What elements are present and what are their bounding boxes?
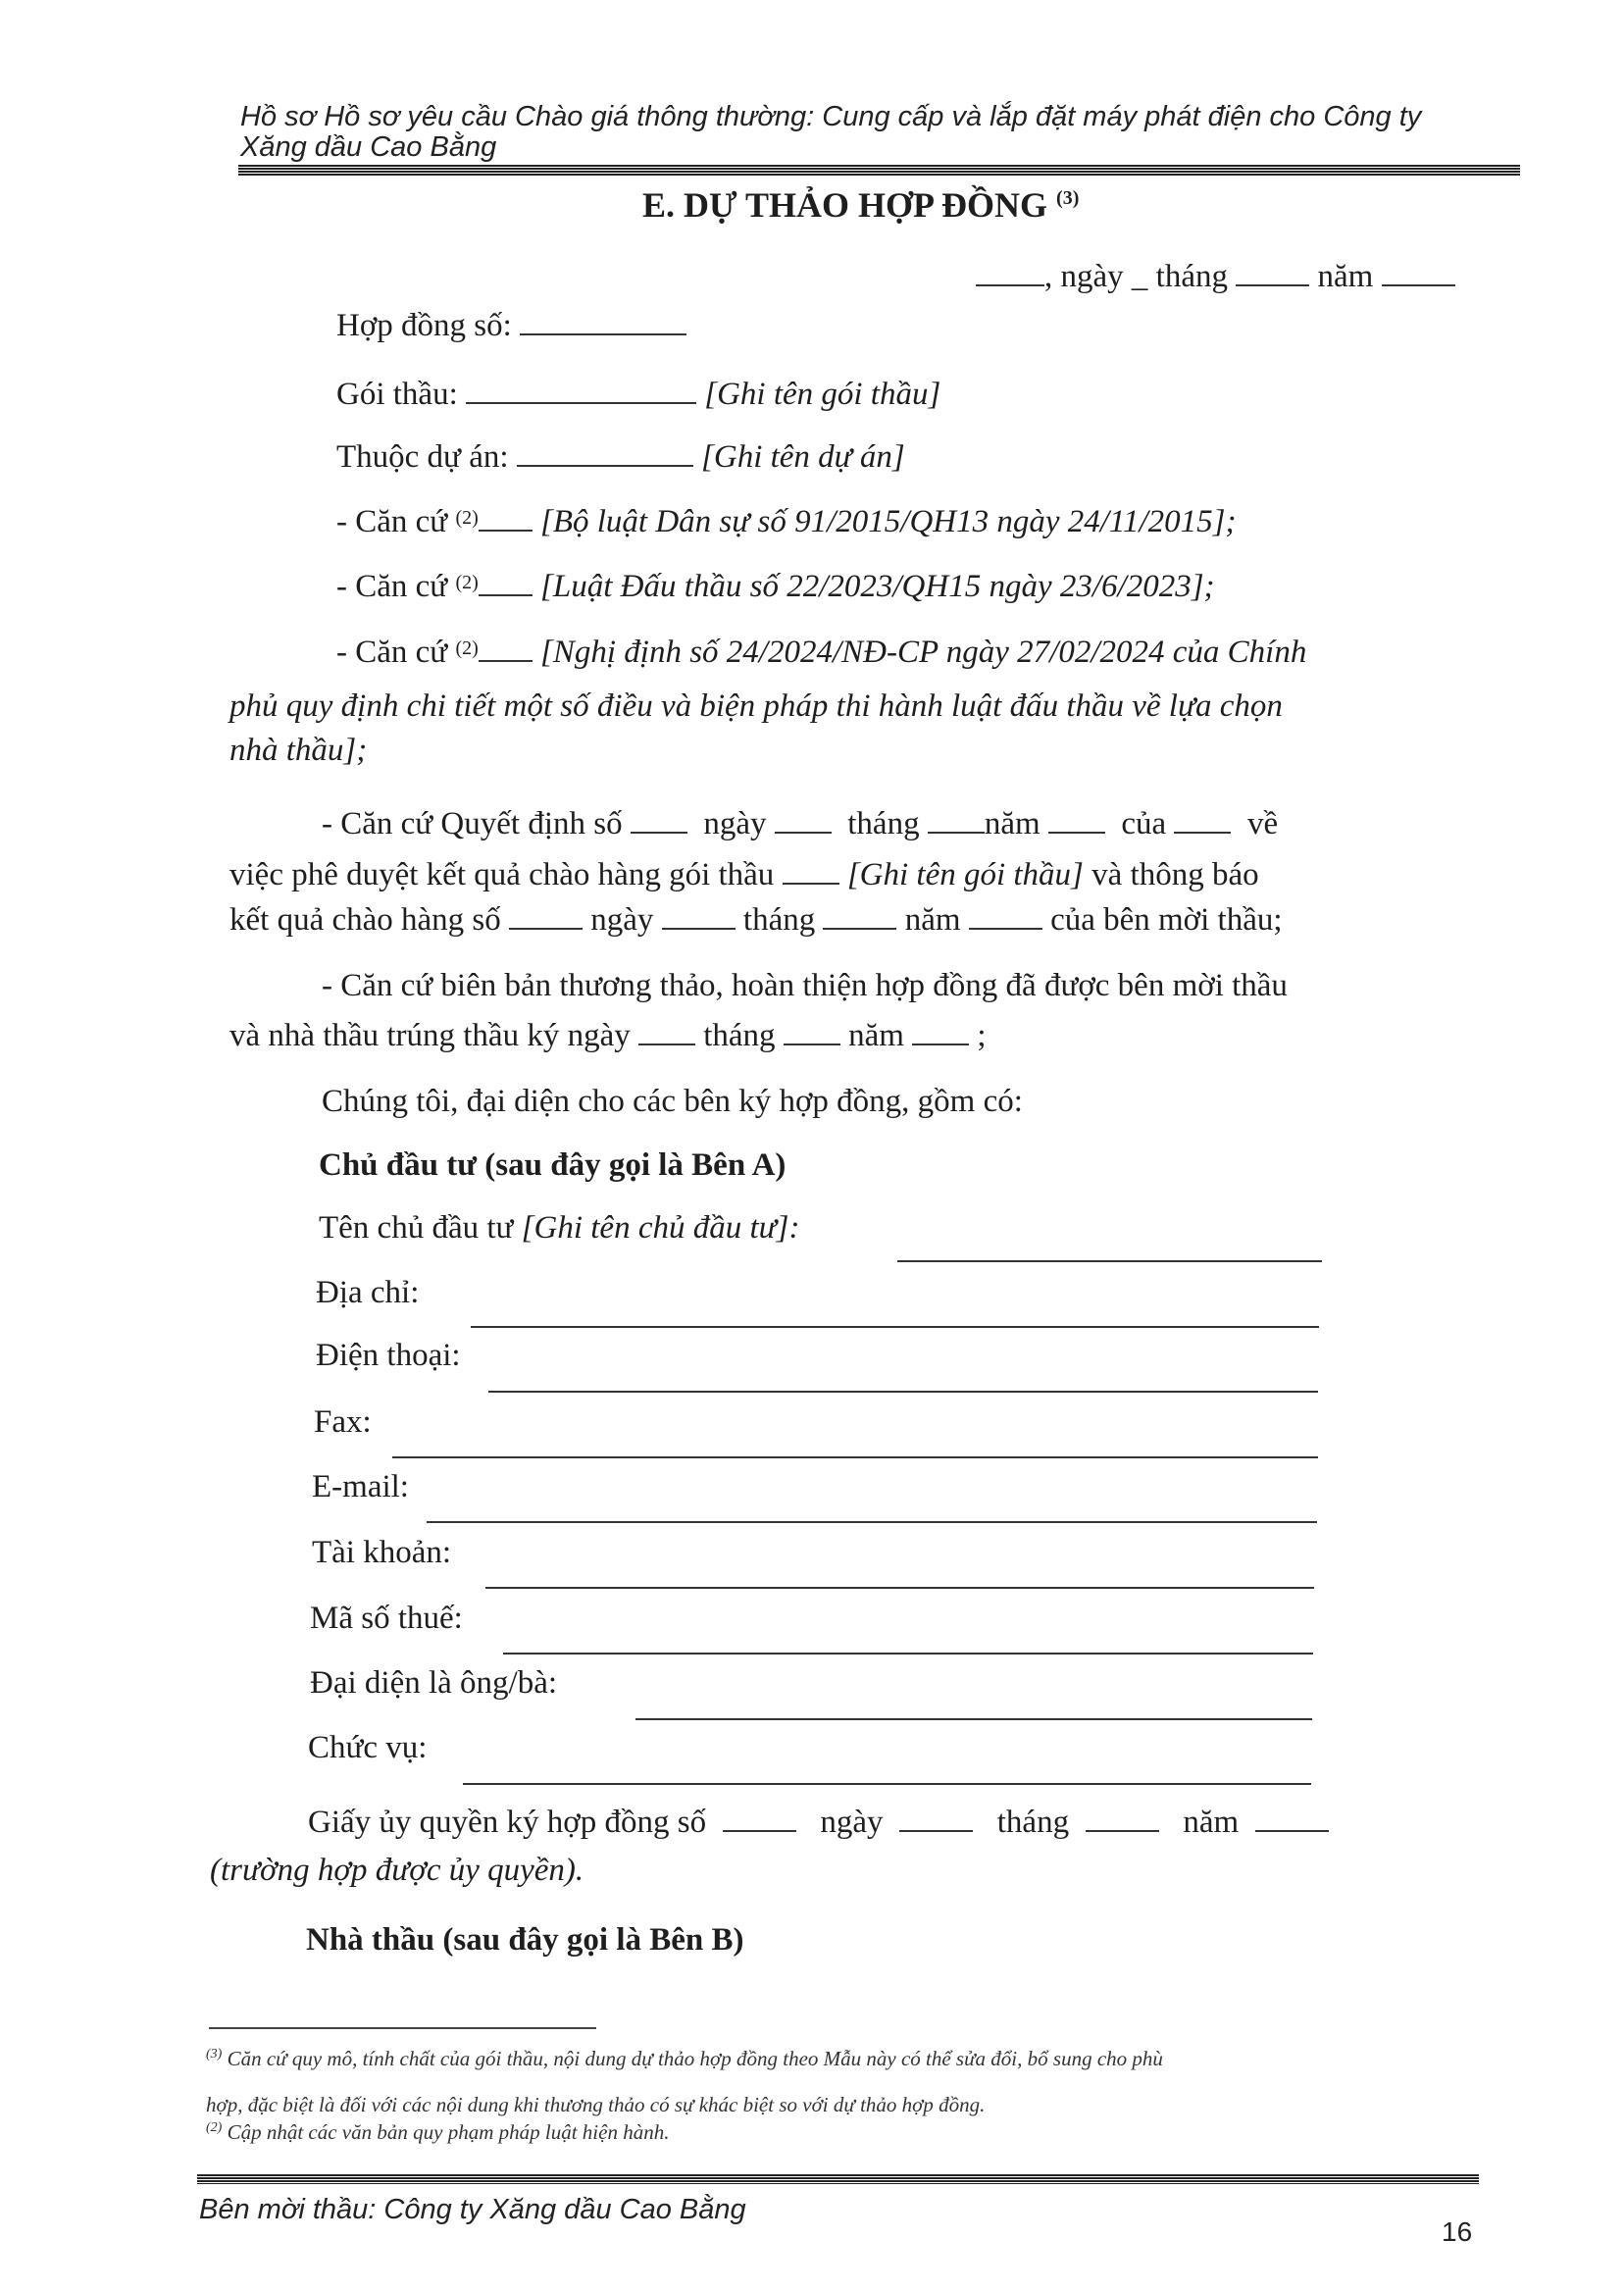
footnote-3-cont: hợp, đặc biệt là đối với các nội dung khi thương thảo có sự khác biệt so với dự thảo hợp đồng. [206,2093,986,2116]
tax-code-line [503,1653,1313,1655]
email-line [427,1521,1317,1523]
field-fax: Fax: [314,1404,372,1440]
fax-line [392,1456,1318,1458]
representative-line [635,1718,1312,1720]
position-line [463,1783,1311,1785]
field-address: Địa chỉ: [316,1275,420,1310]
field-account: Tài khoản: [312,1535,452,1570]
header-line-2: Xăng dầu Cao Bằng [240,131,497,163]
phone-line [488,1391,1318,1393]
decision-line-1: - Căn cứ Quyết định số ngày tháng năm của về [322,806,1279,841]
basis-decree-cont: phủ quy định chi tiết một số điều và biện pháp thi hành luật đấu thầu về lựa chọn [229,688,1283,724]
investor-name-label: Tên chủ đầu tư [Ghi tên chủ đầu tư]: [319,1210,800,1246]
date-year-label: năm [1317,259,1374,294]
authorization-line-2: (trường hợp được ủy quyền). [210,1853,584,1888]
project-line: Thuộc dự án: [Ghi tên dự án] [336,439,905,475]
footnote-2: $^{(2)}$ Cập nhật các văn bản quy phạm pháp luật hiện hành. [206,2120,670,2144]
header-rule [238,165,1520,177]
intro-line: Chúng tôi, đại diện cho các bên ký hợp đồng, gồm có: [322,1084,1023,1119]
basis-decree: - Căn cứ $^{(2)}$ [Nghị định số 24/2024/NĐ-CP ngày 27/02/2024 của Chính [336,635,1307,670]
party-b-heading: Nhà thầu (sau đây gọi là Bên B) [306,1922,744,1958]
page-number: 16 [1442,2216,1473,2247]
account-line [485,1587,1314,1589]
decision-line-2: việc phê duyệt kết quả chào hàng gói thầu [Ghi tên gói thầu] và thông báo [229,857,1259,892]
basis-civil-code: - Căn cứ $^{(2)}$ [Bộ luật Dân sự số 91/2015/QH13 ngày 24/11/2015]; [336,504,1237,539]
title-note-mark: (3) [1056,187,1080,209]
footer-rule [197,2174,1479,2184]
header-line-1: Hồ sơ Hồ sơ yêu cầu Chào giá thông thường: Cung cấp và lắp đặt máy phát điện cho Công ty [240,101,1422,132]
title-text: E. DỰ THẢO HỢP ĐỒNG [642,185,1048,225]
package-line: Gói thầu: [Ghi tên gói thầu] [336,377,941,412]
basis-decree-cont2: nhà thầu]; [229,733,368,768]
decision-line-3: kết quả chào hàng số ngày tháng năm của bên mời thầu; [229,902,1283,938]
contract-number: Hợp đồng số: [336,306,686,345]
date-line [976,257,1455,296]
address-line [471,1326,1319,1328]
field-email: E-mail: [312,1469,409,1504]
field-tax-code: Mã số thuế: [310,1601,463,1636]
investor-name-line [897,1260,1322,1262]
date-day-month: , ngày _ tháng [1044,259,1228,294]
footer-left: Bên mời thầu: Công ty Xăng dầu Cao Bằng [199,2194,746,2225]
footnote-rule [209,2027,596,2029]
footnote-3: $^{(3)}$ Căn cứ quy mô, tính chất của gói thầu, nội dung dự thảo hợp đồng theo Mẫu này có thể sửa đổi, bổ sung cho phù [206,2047,1163,2070]
field-position: Chức vụ: [308,1730,428,1765]
party-a-heading: Chủ đầu tư (sau đây gọi là Bên A) [319,1147,787,1183]
minutes-line-2: và nhà thầu trúng thầu ký ngày tháng năm ; [229,1018,987,1053]
basis-bidding-law: - Căn cứ $^{(2)}$ [Luật Đấu thầu số 22/2023/QH15 ngày 23/6/2023]; [336,569,1215,604]
page-title [642,184,1079,226]
minutes-line-1: - Căn cứ biên bản thương thảo, hoàn thiện hợp đồng đã được bên mời thầu [322,968,1288,1003]
authorization-line-1: Giấy ủy quyền ký hợp đồng số ngày tháng năm [308,1803,1329,1842]
field-representative: Đại diện là ông/bà: [310,1665,558,1701]
field-phone: Điện thoại: [316,1338,461,1373]
